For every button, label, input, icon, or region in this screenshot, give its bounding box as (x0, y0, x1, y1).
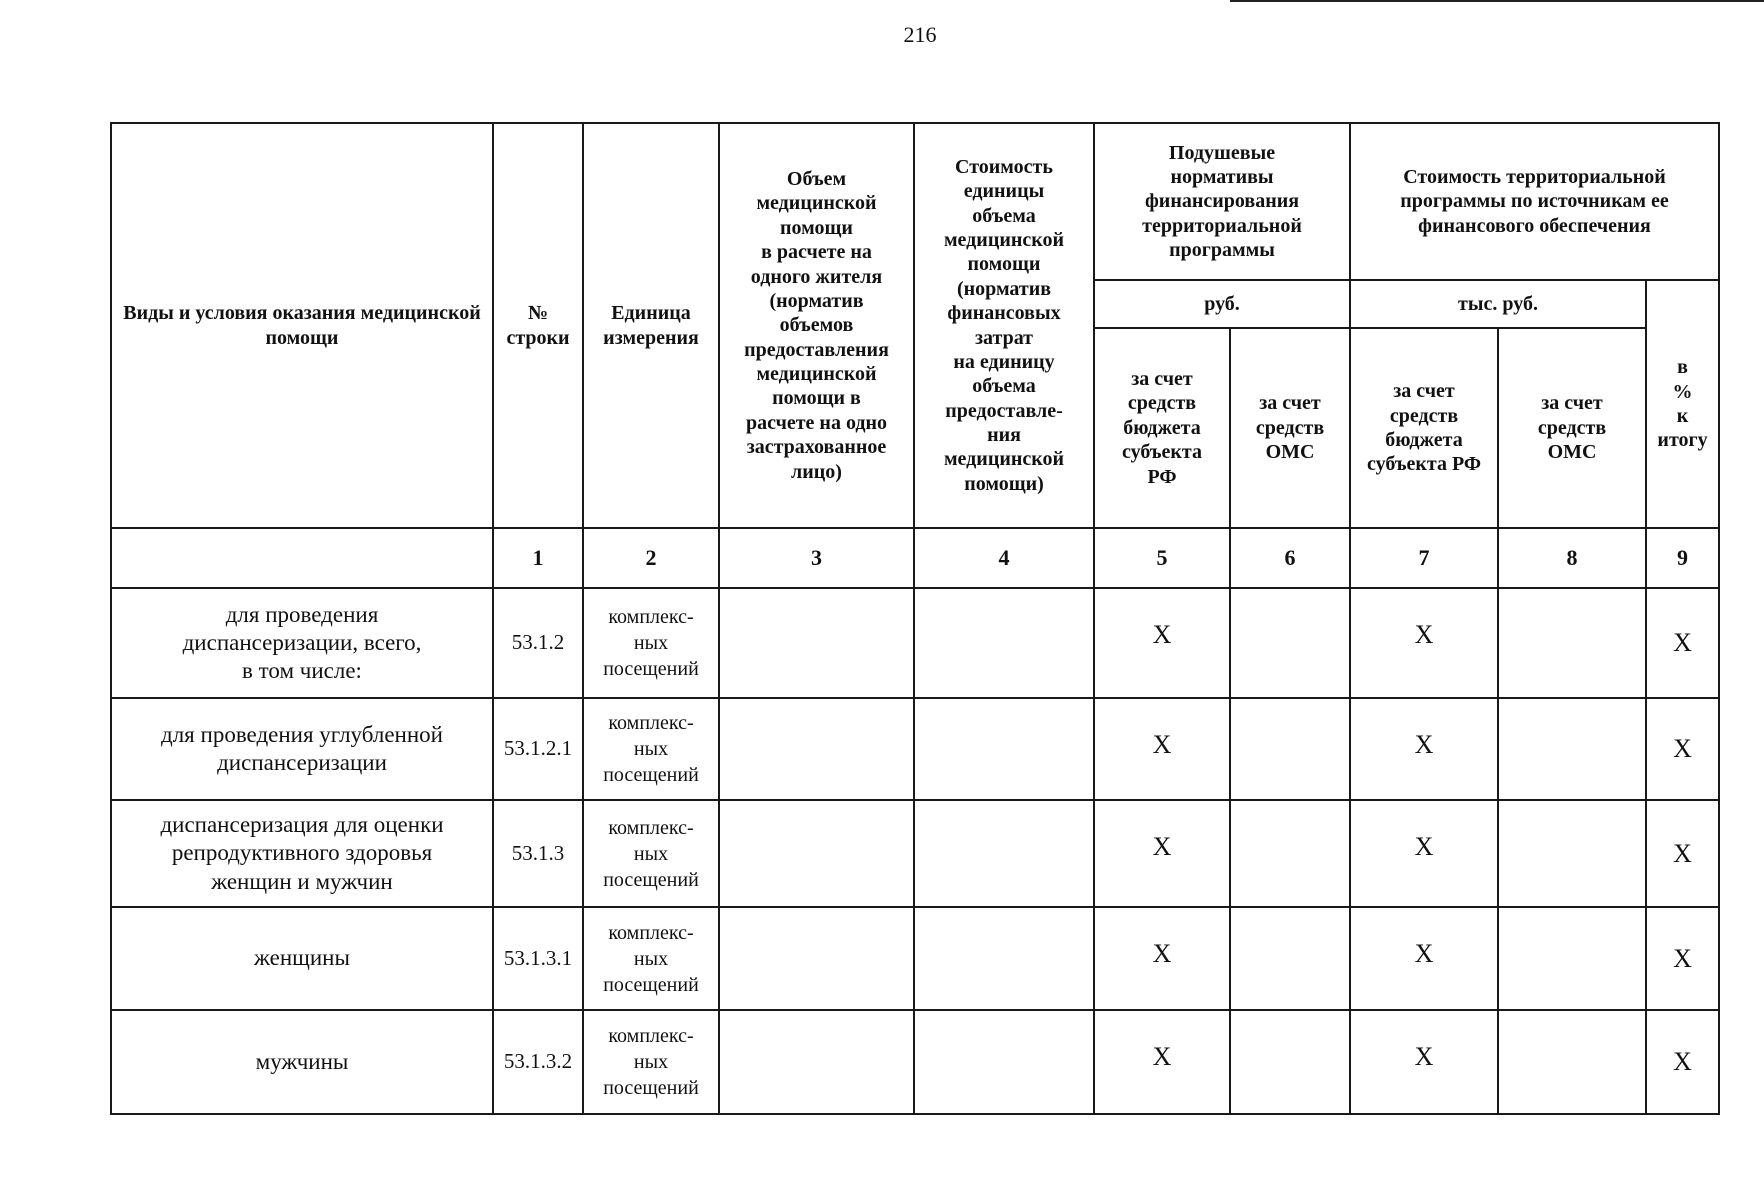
header-unit: Единица измерения (583, 123, 719, 528)
header-volume: Объем медицинской помощи в расчете на одного жителя (норматив объемов предоставления медицинской помощи в расчете на одно застрахованное лицо) (719, 123, 914, 528)
care-type-cell: диспансеризация для оценки репродуктивного здоровья женщин и мужчин (111, 800, 493, 907)
row-number-cell: 53.1.2 (493, 588, 583, 698)
care-type-cell: для проведения диспансеризации, всего, в том числе: (111, 588, 493, 698)
oms-cell (1230, 800, 1350, 907)
row-number-cell: 53.1.3 (493, 800, 583, 907)
care-type-cell: мужчины (111, 1010, 493, 1114)
budget-rf-cell: X (1094, 588, 1230, 698)
oms-cell (1230, 698, 1350, 800)
oms-2-cell (1498, 1010, 1646, 1114)
header-percent-of-total: в % к итогу (1646, 280, 1719, 528)
percent-cell: X (1646, 588, 1719, 698)
header-oms: за счет средств ОМС (1230, 328, 1350, 528)
volume-cell (719, 588, 914, 698)
volume-cell (719, 907, 914, 1010)
budget-rf-2-cell: X (1350, 588, 1498, 698)
unit-cell: комплекс- ных посещений (583, 588, 719, 698)
oms-2-cell (1498, 588, 1646, 698)
budget-rf-cell: X (1094, 907, 1230, 1010)
header-care-type: Виды и условия оказания медицинской помощи (111, 123, 493, 528)
cost-cell (914, 907, 1094, 1010)
unit-cell: комплекс- ных посещений (583, 800, 719, 907)
column-number: 7 (1350, 528, 1498, 588)
cost-cell (914, 588, 1094, 698)
oms-2-cell (1498, 800, 1646, 907)
unit-cell: комплекс- ных посещений (583, 698, 719, 800)
care-type-cell: женщины (111, 907, 493, 1010)
table-row (111, 588, 1719, 698)
header-oms-2: за счет средств ОМС (1498, 328, 1646, 528)
column-number: 3 (719, 528, 914, 588)
cost-cell (914, 800, 1094, 907)
header-budget-rf: за счет средств бюджета субъекта РФ (1094, 328, 1230, 528)
budget-rf-cell: X (1094, 698, 1230, 800)
budget-rf-2-cell: X (1350, 800, 1498, 907)
volume-cell (719, 1010, 914, 1114)
column-number: 2 (583, 528, 719, 588)
column-number: 4 (914, 528, 1094, 588)
budget-rf-2-cell: X (1350, 698, 1498, 800)
column-number (111, 528, 493, 588)
column-number: 1 (493, 528, 583, 588)
oms-cell (1230, 907, 1350, 1010)
budget-rf-cell: X (1094, 800, 1230, 907)
table-row (111, 698, 1719, 800)
percent-cell: X (1646, 907, 1719, 1010)
row-number-cell: 53.1.3.1 (493, 907, 583, 1010)
table-row (111, 800, 1719, 907)
column-number: 8 (1498, 528, 1646, 588)
header-per-capita-norms: Подушевые нормативы финансирования территориальной программы (1094, 123, 1350, 280)
budget-rf-2-cell: X (1350, 907, 1498, 1010)
oms-2-cell (1498, 698, 1646, 800)
column-number: 9 (1646, 528, 1719, 588)
percent-cell: X (1646, 1010, 1719, 1114)
header-budget-rf-2: за счет средств бюджета субъекта РФ (1350, 328, 1498, 528)
row-number-cell: 53.1.3.2 (493, 1010, 583, 1114)
header-unit-cost: Стоимость единицы объема медицинской помощи (норматив финансовых затрат на единицу объема предоставле- ния медицинской помощи) (914, 123, 1094, 528)
cost-cell (914, 698, 1094, 800)
care-type-cell: для проведения углубленной диспансеризации (111, 698, 493, 800)
oms-2-cell (1498, 907, 1646, 1010)
percent-cell: X (1646, 800, 1719, 907)
unit-cell: комплекс- ных посещений (583, 1010, 719, 1114)
cost-cell (914, 1010, 1094, 1114)
header-program-cost: Стоимость территориальной программы по источникам ее финансового обеспечения (1350, 123, 1719, 280)
header-thousand-rub: тыс. руб. (1350, 280, 1646, 328)
table-row (111, 907, 1719, 1010)
volume-cell (719, 800, 914, 907)
column-number: 5 (1094, 528, 1230, 588)
column-number: 6 (1230, 528, 1350, 588)
medical-care-table (110, 122, 1720, 1115)
header-row-top (111, 123, 1719, 280)
column-number-row (111, 528, 1719, 588)
scan-edge-line (1230, 0, 1764, 2)
volume-cell (719, 698, 914, 800)
header-row-number: № строки (493, 123, 583, 528)
percent-cell: X (1646, 698, 1719, 800)
header-rub: руб. (1094, 280, 1350, 328)
unit-cell: комплекс- ных посещений (583, 907, 719, 1010)
oms-cell (1230, 588, 1350, 698)
oms-cell (1230, 1010, 1350, 1114)
table-row (111, 1010, 1719, 1114)
budget-rf-cell: X (1094, 1010, 1230, 1114)
row-number-cell: 53.1.2.1 (493, 698, 583, 800)
page-number: 216 (903, 22, 937, 47)
budget-rf-2-cell: X (1350, 1010, 1498, 1114)
